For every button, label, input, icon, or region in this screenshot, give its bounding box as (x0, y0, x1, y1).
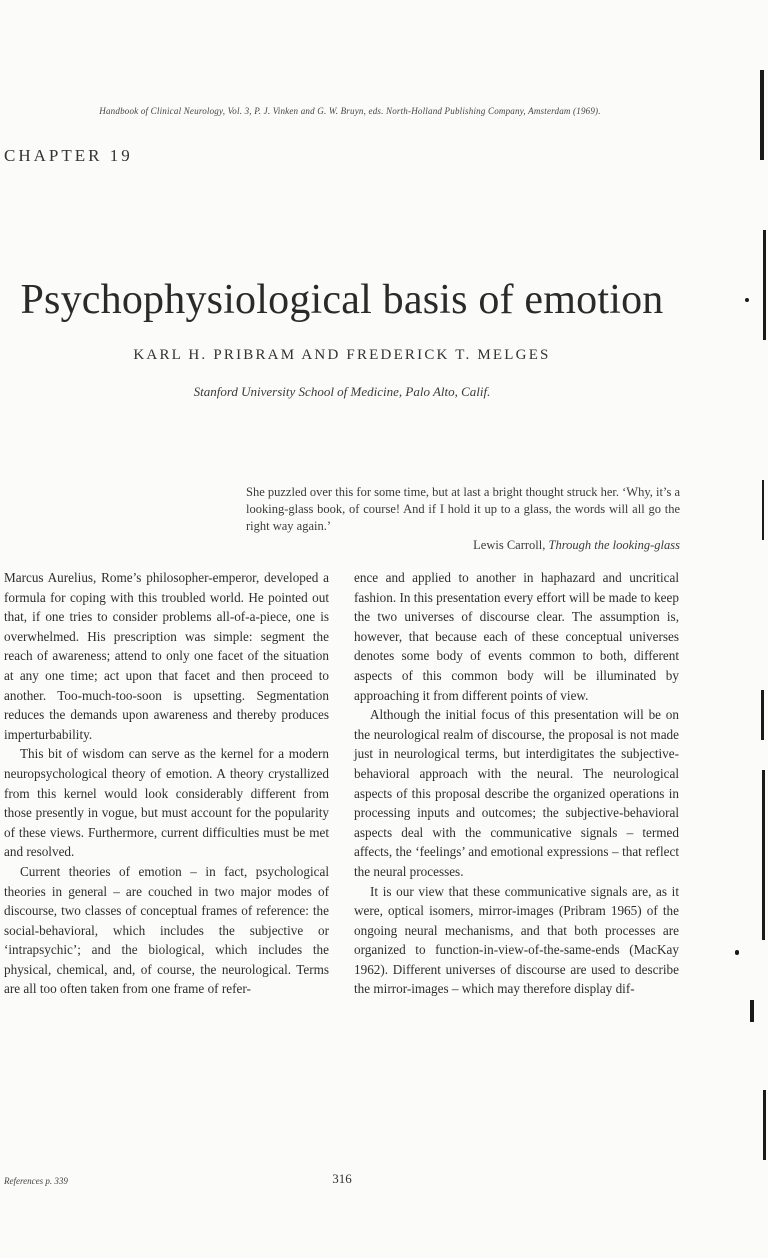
scan-edge-mark (762, 770, 765, 940)
scan-edge-mark (763, 230, 766, 340)
scan-edge-mark (745, 298, 749, 302)
paragraph: ence and applied to another in haphazard and uncritical fashion. In this presentation every effort will be made to keep the two universes of discourse clear. The assumption is, however, that because each of these conceptual universes denotes some body of events common to both, different aspects of this common body will be illuminated by approaching it from different points of view. (354, 570, 679, 703)
epigraph-quote: She puzzled over this for some time, but at last a bright thought struck her. ‘Why, it’s a looking-glass book, of course! And if I hold it up to a glass, the words will all go the right way again.’ (246, 485, 680, 533)
scan-edge-mark (761, 690, 764, 740)
left-column (4, 568, 329, 999)
running-head: Handbook of Clinical Neurology, Vol. 3, P. J. Vinken and G. W. Bruyn, eds. North-Holland Publishing Company, Amsterdam (1969). (99, 106, 601, 116)
scan-edge-mark (762, 480, 764, 540)
epigraph-source (246, 537, 680, 554)
affiliation: Stanford University School of Medicine, Palo Alto, Calif. (193, 384, 491, 399)
scan-edge-mark (750, 1000, 754, 1022)
scan-edge-mark (735, 950, 739, 955)
scan-edge-mark (763, 1090, 766, 1160)
chapter-label: CHAPTER 19 (4, 146, 133, 165)
page-number: 316 (332, 1171, 352, 1186)
paragraph: Although the initial focus of this presentation will be on the neurological realm of discourse, the proposal is not made just in neurological terms, but interdigitates the subjective-behavioral approach with the neural. The neurological aspects of this proposal describe the organized operations in processing inputs and outcomes; the subjective-behavioral aspects deal with the communicative signals – termed affects, the ‘feelings’ and emotional expressions – that reflect the neural processes. (354, 707, 679, 879)
chapter-title: Psychophysiological basis of emotion (20, 277, 664, 323)
epigraph (246, 484, 680, 554)
right-column (354, 568, 679, 999)
epigraph-work: Through the looking-glass (548, 538, 680, 552)
references-note: References p. 339 (4, 1176, 68, 1186)
paragraph: This bit of wisdom can serve as the kernel for a modern neuropsychological theory of emotion. A theory crystallized from this kernel would look considerably different from those presently in vogue, but must account for the popularity of these views. Furthermore, current difficulties must be met and resolved. (4, 746, 329, 860)
authors: KARL H. PRIBRAM AND FREDERICK T. MELGES (133, 347, 551, 363)
paragraph: Marcus Aurelius, Rome’s philosopher-emperor, developed a formula for coping with this troubled world. He pointed out that, if one tries to consider problems all-of-a-piece, one is overwhelmed. His prescription was simple: segment the reach of awareness; attend to only one facet of the situation at any one time; act upon that facet and then proceed to another. Too-much-too-soon is upsetting. Segmentation reduces the demands upon awareness and thereby produces imperturbability. (4, 570, 329, 742)
epigraph-author: Lewis Carroll, (473, 538, 546, 552)
paragraph: It is our view that these communicative signals are, as it were, optical isomers, mirror-images (Pribram 1965) of the ongoing neural mechanisms, and that both processes are organized to function-in-view-of-the-same-ends (MacKay 1962). Different universes of discourse are used to describe the mirror-images – which may therefore display dif- (354, 883, 679, 997)
scan-edge-mark (760, 70, 764, 160)
paragraph: Current theories of emotion – in fact, psychological theories in general – are couched in two major modes of discourse, two classes of conceptual frames of reference: the social-behavioral, which includes the subjective or ‘intrapsychic’; and the biological, which includes the physical, chemical, and, of course, the neurological. Terms are all too often taken from one frame of refer- (4, 863, 329, 997)
